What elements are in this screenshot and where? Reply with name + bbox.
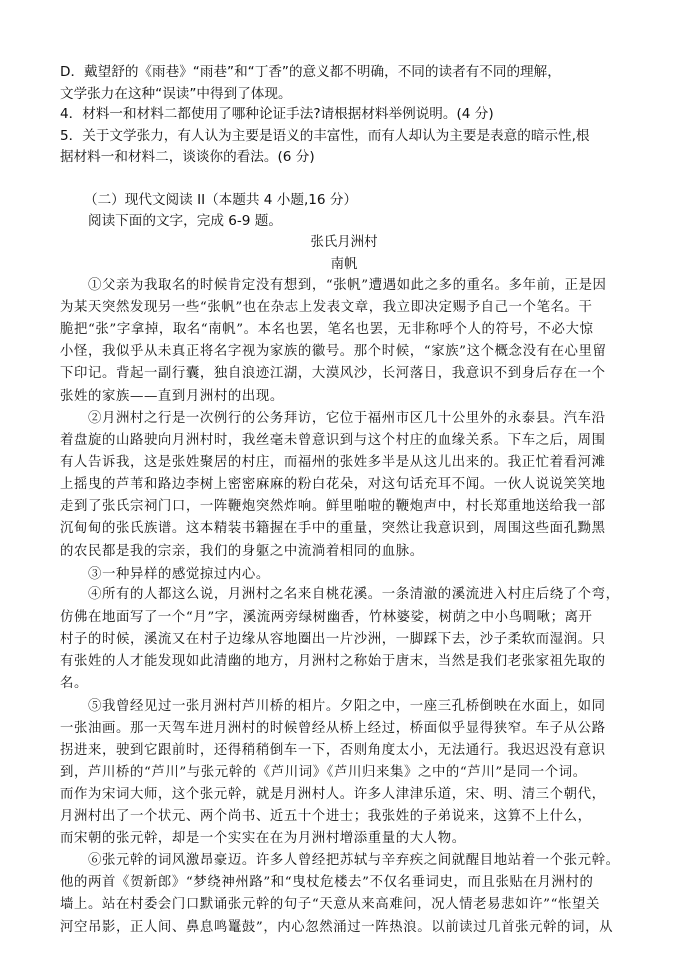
question-5-line-1: 5．关于文学张力，有人认为主要是语义的丰富性，而有人却认为主要是表意的暗示性,根 [60,128,590,144]
article-line: 有张姓的人才能发现如此清幽的地方，月洲村之称始于唐末，当然是我们老张家祖先取的 [60,654,606,669]
option-d-line-1: D．戴望舒的《雨巷》“雨巷”和“丁香”的意义都不明确，不同的读者有不同的理解， [60,64,561,80]
article-line: 仿佛在地面写了一个“月”字，溪流两旁绿树幽香，竹林婆娑，树荫之中小鸟啁啾；离开 [60,610,593,625]
article-line: 村子的时候，溪流又在村子边缘从容地圈出一片沙洲，一脚踩下去，沙子柔软而湿润。只 [60,632,606,647]
article-line: 小怪，我似乎从未真正将名字视为家族的徽号。那个时候，“家族”这个概念没有在心里留 [60,344,607,359]
article-author: 南帆 [330,257,358,272]
section-heading: （二）现代文阅读 II（本题共 4 小题,16 分） [84,192,358,208]
option-d-line-2: 文学张力在这种“误读”中得到了体现。 [60,86,292,102]
article-line: ④所有的人都这么说，月洲村之名来自桃花溪。一条清澈的溪流进入村庄后绕了个弯， [88,587,620,602]
article-line: 张姓的家族——直到月洲村的出现。 [60,389,284,404]
article-line: 为某天突然发现另一些“张帆”也在杂志上发表文章，我立即决定赐予自己一个笔名。干 [60,300,593,315]
article-line: 到，芦川桥的“芦川”与张元幹的《芦川词》《芦川归来集》之中的“芦川”是同一个词。 [60,765,587,780]
article-line: ⑥张元幹的词风激昂豪迈。许多人曾经把苏轼与辛弃疾之间就醒目地站着一个张元幹。 [88,853,620,868]
article-line: 而宋朝的张元幹，却是一个实实在在为月洲村增添重量的大人物。 [60,831,466,846]
article-line: 上摇曳的芦苇和路边李树上密密麻麻的粉白花朵，对这句话充耳不闻。一伙人说说笑笑地 [60,477,606,492]
article-line: 而作为宋词大师，这个张元幹，就是月洲村人。许多人津津乐道，宋、明、清三个朝代， [60,787,606,802]
article-line: 一张油画。那一天驾车进月洲村的时候曾经从桥上经过，桥面似乎显得狭窄。车子从公路 [60,721,606,736]
article-line: 有人告诉我，这是张姓聚居的村庄，而福州的张姓多半是从这儿出来的。我正忙着看河滩 [60,455,606,470]
article-line: 沉甸甸的张氏族谱。这本精装书籍握在手中的重量，突然让我意识到，周围这些面孔黝黑 [60,521,606,536]
article-line: 着盘旋的山路驶向月洲村时，我丝毫未曾意识到与这个村庄的血缘关系。下车之后，周围 [60,433,606,448]
article-line: ②月洲村之行是一次例行的公务拜访，它位于福州市区几十公里外的永泰县。汽车沿 [88,411,606,426]
article-title: 张氏月洲村 [310,235,378,250]
section-instruction: 阅读下面的文字，完成 6-9 题。 [88,213,282,229]
article-line: 他的两首《贺新郎》“梦绕神州路”和“曳杖危楼去”不仅名垂词史，而且张贴在月洲村的 [60,875,594,890]
question-4: 4．材料一和材料二都使用了哪种论证手法?请根据材料举例说明。(4 分) [60,106,494,122]
article-line: 的农民都是我的宗亲，我们的身躯之中流淌着相同的血脉。 [60,544,424,559]
article-line: ⑤我曾经见过一张月洲村芦川桥的相片。夕阳之中，一座三孔桥倒映在水面上，如同 [88,699,606,714]
article-line: 河空吊影，正人间、鼻息鸣鼍鼓”，内心忽然涌过一阵热浪。以前读过几首张元幹的词，从 [60,920,614,935]
question-5-line-2: 据材料一和材料二，谈谈你的看法。(6 分) [60,149,315,165]
article-line: 脆把“张”字拿掉，取名“南帆”。本名也罢，笔名也罢，无非称呼个人的符号，不必大惊 [60,322,594,337]
article-line: ①父亲为我取名的时候肯定没有想到，“张帆”遭遇如此之多的重名。多年前，正是因 [88,278,607,293]
article-line: 墙上。站在村委会门口默诵张元幹的句子“天意从来高难问，况人情老易悲如许”“怅望关 [60,897,600,912]
article-line: 下印记。背起一副行囊，独自浪迹江湖，大漠风沙，长河落日，我意识不到身后存在一个 [60,366,606,381]
article-line: 拐进来，驶到它跟前时，还得稍稍倒车一下，否则角度太小，无法通行。我迟迟没有意识 [60,743,606,758]
article-line: 名。 [60,676,88,691]
article-line: 走到了张氏宗祠门口，一阵鞭炮突然炸响。鲜里啪啦的鞭炮声中，村长郑重地送给我一部 [60,499,606,514]
article-line: ③一种异样的感觉掠过内心。 [88,567,270,582]
article-line: 月洲村出了一个状元、两个尚书、近五十个进士；我张姓的子弟说来，这算不上什么， [60,809,592,824]
